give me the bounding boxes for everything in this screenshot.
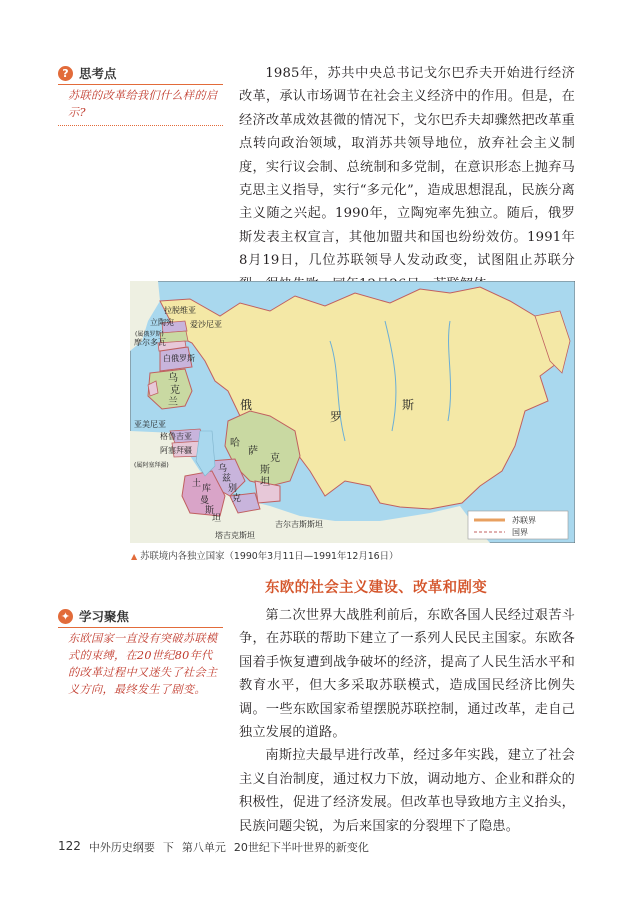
label-kyrgyzstan: 吉尔吉斯斯坦 <box>275 520 323 529</box>
ussr-map <box>130 281 575 543</box>
label-kaz-3: 克 <box>270 453 280 464</box>
think-box-title: 思考点 <box>79 66 117 81</box>
label-azer-note: (属阿塞拜疆) <box>134 462 169 469</box>
label-lithuania: 立陶宛 <box>150 318 174 327</box>
label-kaz-1: 哈 <box>230 438 240 449</box>
label-kaz-5: 坦 <box>260 477 270 488</box>
label-russia-1: 俄 <box>240 398 253 412</box>
volume: 下 <box>162 841 174 854</box>
label-uzb-1: 乌 <box>218 464 228 474</box>
label-uzb-2: 兹 <box>222 474 232 484</box>
legend-soviet-border: 苏联界 <box>512 516 536 525</box>
label-kaz-2: 萨 <box>248 446 258 457</box>
label-turk-3: 曼 <box>200 496 210 506</box>
map-caption: ▲ 苏联境内各独立国家（1990年3月11日—1991年12月16日） <box>131 551 399 562</box>
unit: 第八单元 <box>181 841 226 854</box>
focus-box-title: 学习聚焦 <box>79 609 130 624</box>
focus-box <box>58 607 223 702</box>
label-azerbaijan: 阿塞拜疆 <box>160 446 192 455</box>
map-legend <box>468 511 568 539</box>
label-armenia: 亚美尼亚 <box>134 420 166 429</box>
label-ukraine-1: 乌 <box>168 373 178 384</box>
triangle-icon: ▲ <box>131 552 138 561</box>
label-lithuania-note: (属俄罗斯) <box>135 331 164 338</box>
label-uzb-3: 别 <box>228 484 238 494</box>
label-georgia: 格鲁吉亚 <box>160 432 192 441</box>
label-tajikistan: 塔吉克斯坦 <box>215 531 255 540</box>
label-latvia: 拉脱维亚 <box>164 306 196 315</box>
book-title: 中外历史纲要 <box>88 841 155 854</box>
label-turk-4: 斯 <box>205 506 215 516</box>
focus-box-header <box>58 607 223 625</box>
label-uzb-4: 克 <box>232 494 242 504</box>
paragraph-eastern-europe: 第二次世界大战胜利前后，东欧各国人民经过艰苦斗争，在苏联的帮助下建立了一系列人民民主国家。东欧各国着手恢复遭到战争破坏的经济，提高了人民生活水平和教育水平，但大多采取苏联模式，造成国民经济比例失调。一些东欧国家希望摆脱苏联控制，通过改革，走自己独立发展的道路。 南斯拉夫最早进行改革，经过多年实践，建立了社会主义自治制度，通过权力下放，调动地方、企业和群众的积极性，促进了经济发展。但改革也导致地方主义抬头，民族问题尖锐，为后来国家的分裂埋下了隐患。 <box>239 608 575 834</box>
question-icon: ? <box>58 66 73 81</box>
label-ukraine-3: 兰 <box>168 397 178 408</box>
label-kaz-4: 斯 <box>260 465 270 476</box>
think-box-text: 苏联的改革给我们什么样的启示? <box>58 85 223 126</box>
focus-box-text: 东欧国家一直没有突破苏联模式的束缚，在20世纪80年代的改革过程中又迷失了社会主义方向，最终发生了剧变。 <box>68 632 218 696</box>
focus-icon: ✦ <box>58 609 73 624</box>
label-russia-3: 斯 <box>402 398 415 412</box>
label-estonia: 爱沙尼亚 <box>190 320 222 329</box>
legend-national-border: 国界 <box>512 528 528 537</box>
label-belarus: 白俄罗斯 <box>163 354 195 363</box>
section-title: 东欧的社会主义建设、改革和剧变 <box>265 580 487 596</box>
label-turk-5: 坦 <box>212 514 222 524</box>
think-box <box>58 64 223 126</box>
label-russia-2: 罗 <box>330 410 343 424</box>
unit-title: 20世纪下半叶世界的新变化 <box>233 841 369 854</box>
page-number: 122 <box>58 839 81 853</box>
page-footer <box>58 839 369 855</box>
think-box-header <box>58 64 223 82</box>
label-turk-1: 土 <box>192 479 202 489</box>
label-turk-2: 库 <box>202 484 212 494</box>
label-ukraine-2: 克 <box>170 385 180 396</box>
label-moldova: 摩尔多瓦 <box>134 338 166 347</box>
paragraph-ussr-reform: 1985年，苏共中央总书记戈尔巴乔夫开始进行经济改革，承认市场调节在社会主义经济中的作用。但是，在经济改革成效甚微的情况下，戈尔巴乔夫却骤然把改革重点转向政治领域，取消苏共领导地位，放弃社会主义制度，实行议会制、总统制和多党制，在意识形态上抛弃马克思主义指导，实行“多元化”，造成思想混乱，民族分离主义随之兴起。1990年，立陶宛率先独立。随后，俄罗斯发表主权宣言，其他加盟共和国也纷纷效仿。1991年8月19日，几位苏联领导人发动政变，试图阻止苏联分 <box>239 66 575 269</box>
